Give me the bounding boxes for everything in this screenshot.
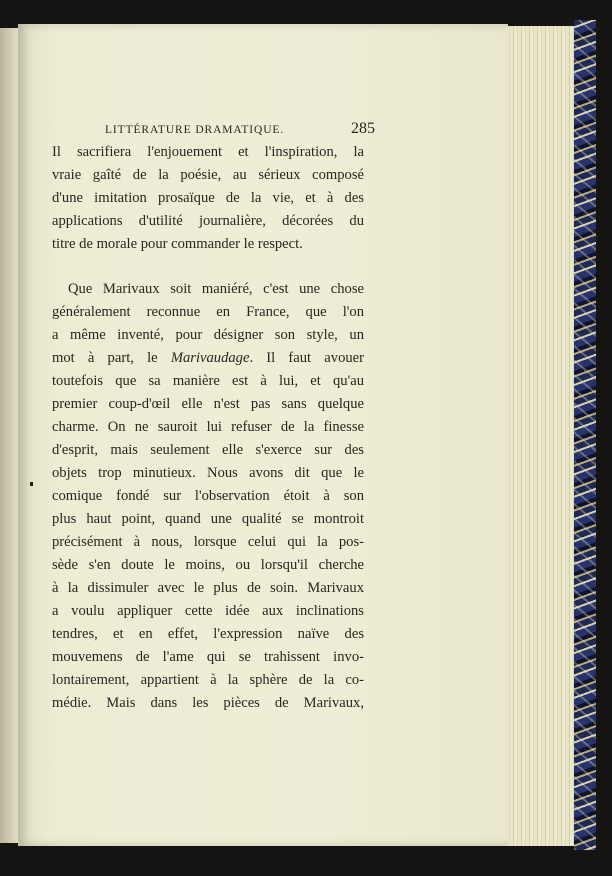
text-line: mouvemens de l'ame qui se trahissent invo- [52, 649, 364, 665]
text-line [52, 347, 364, 370]
text-line: précisément à nous, lorsque celui qui la pos- [52, 534, 364, 550]
paragraph-2 [52, 278, 364, 715]
text-line: Il sacrifiera l'enjouement et l'inspiration, la [52, 144, 364, 160]
text-line: sède s'en doute le moins, ou lorsqu'il cherche [52, 557, 364, 573]
text-segment: mot à part, le [52, 350, 171, 366]
text-line: a voulu appliquer cette idée aux inclinations [52, 603, 364, 619]
text-segment: . Il faut avouer [249, 350, 364, 366]
text-line: charme. On ne sauroit lui refuser de la finesse [52, 419, 364, 435]
body-text [52, 141, 364, 715]
marivaudage-term: Marivaudage [170, 350, 250, 366]
text-line: plus haut point, quand une qualité se montroit [52, 511, 364, 527]
marbled-cover-board [574, 20, 596, 850]
facing-page-edge [0, 28, 20, 843]
text-line: toutefois que sa manière est à lui, et qu'au [52, 373, 364, 389]
text-line: Que Marivaux soit maniéré, c'est une chose [68, 281, 364, 297]
text-line: généralement reconnue en France, que l'on [52, 304, 364, 320]
text-line: tendres, et en effet, l'expression naïve des [52, 626, 364, 642]
text-line: vraie gaîté de la poésie, au sérieux composé [52, 167, 364, 183]
text-line: objets trop minutieux. Nous avons dit que le [52, 465, 364, 481]
page-header [105, 120, 375, 138]
text-line: à la dissimuler avec le plus de soin. Marivaux [52, 580, 364, 596]
paragraph-1 [52, 141, 364, 256]
page-number: 285 [351, 120, 375, 137]
text-line: titre de morale pour commander le respect. [52, 236, 303, 252]
text-line: d'une imitation prosaïque de la vie, et à des [52, 190, 364, 206]
ink-speck [30, 482, 33, 486]
text-line: lontairement, appartient à la sphère de la co- [52, 672, 364, 688]
running-head: LITTÉRATURE DRAMATIQUE. [105, 124, 285, 136]
text-line: d'esprit, mais seulement elle s'exerce sur des [52, 442, 364, 458]
text-line: comique fondé sur l'observation étoit à son [52, 488, 364, 504]
paragraph-gap [52, 256, 364, 278]
text-line: applications d'utilité journalière, décorées du [52, 213, 364, 229]
text-line: a même inventé, pour désigner son style, un [52, 327, 364, 343]
text-line: médie. Mais dans les pièces de Marivaux, [52, 695, 364, 711]
text-line: premier coup-d'œil elle n'est pas sans quelque [52, 396, 364, 412]
